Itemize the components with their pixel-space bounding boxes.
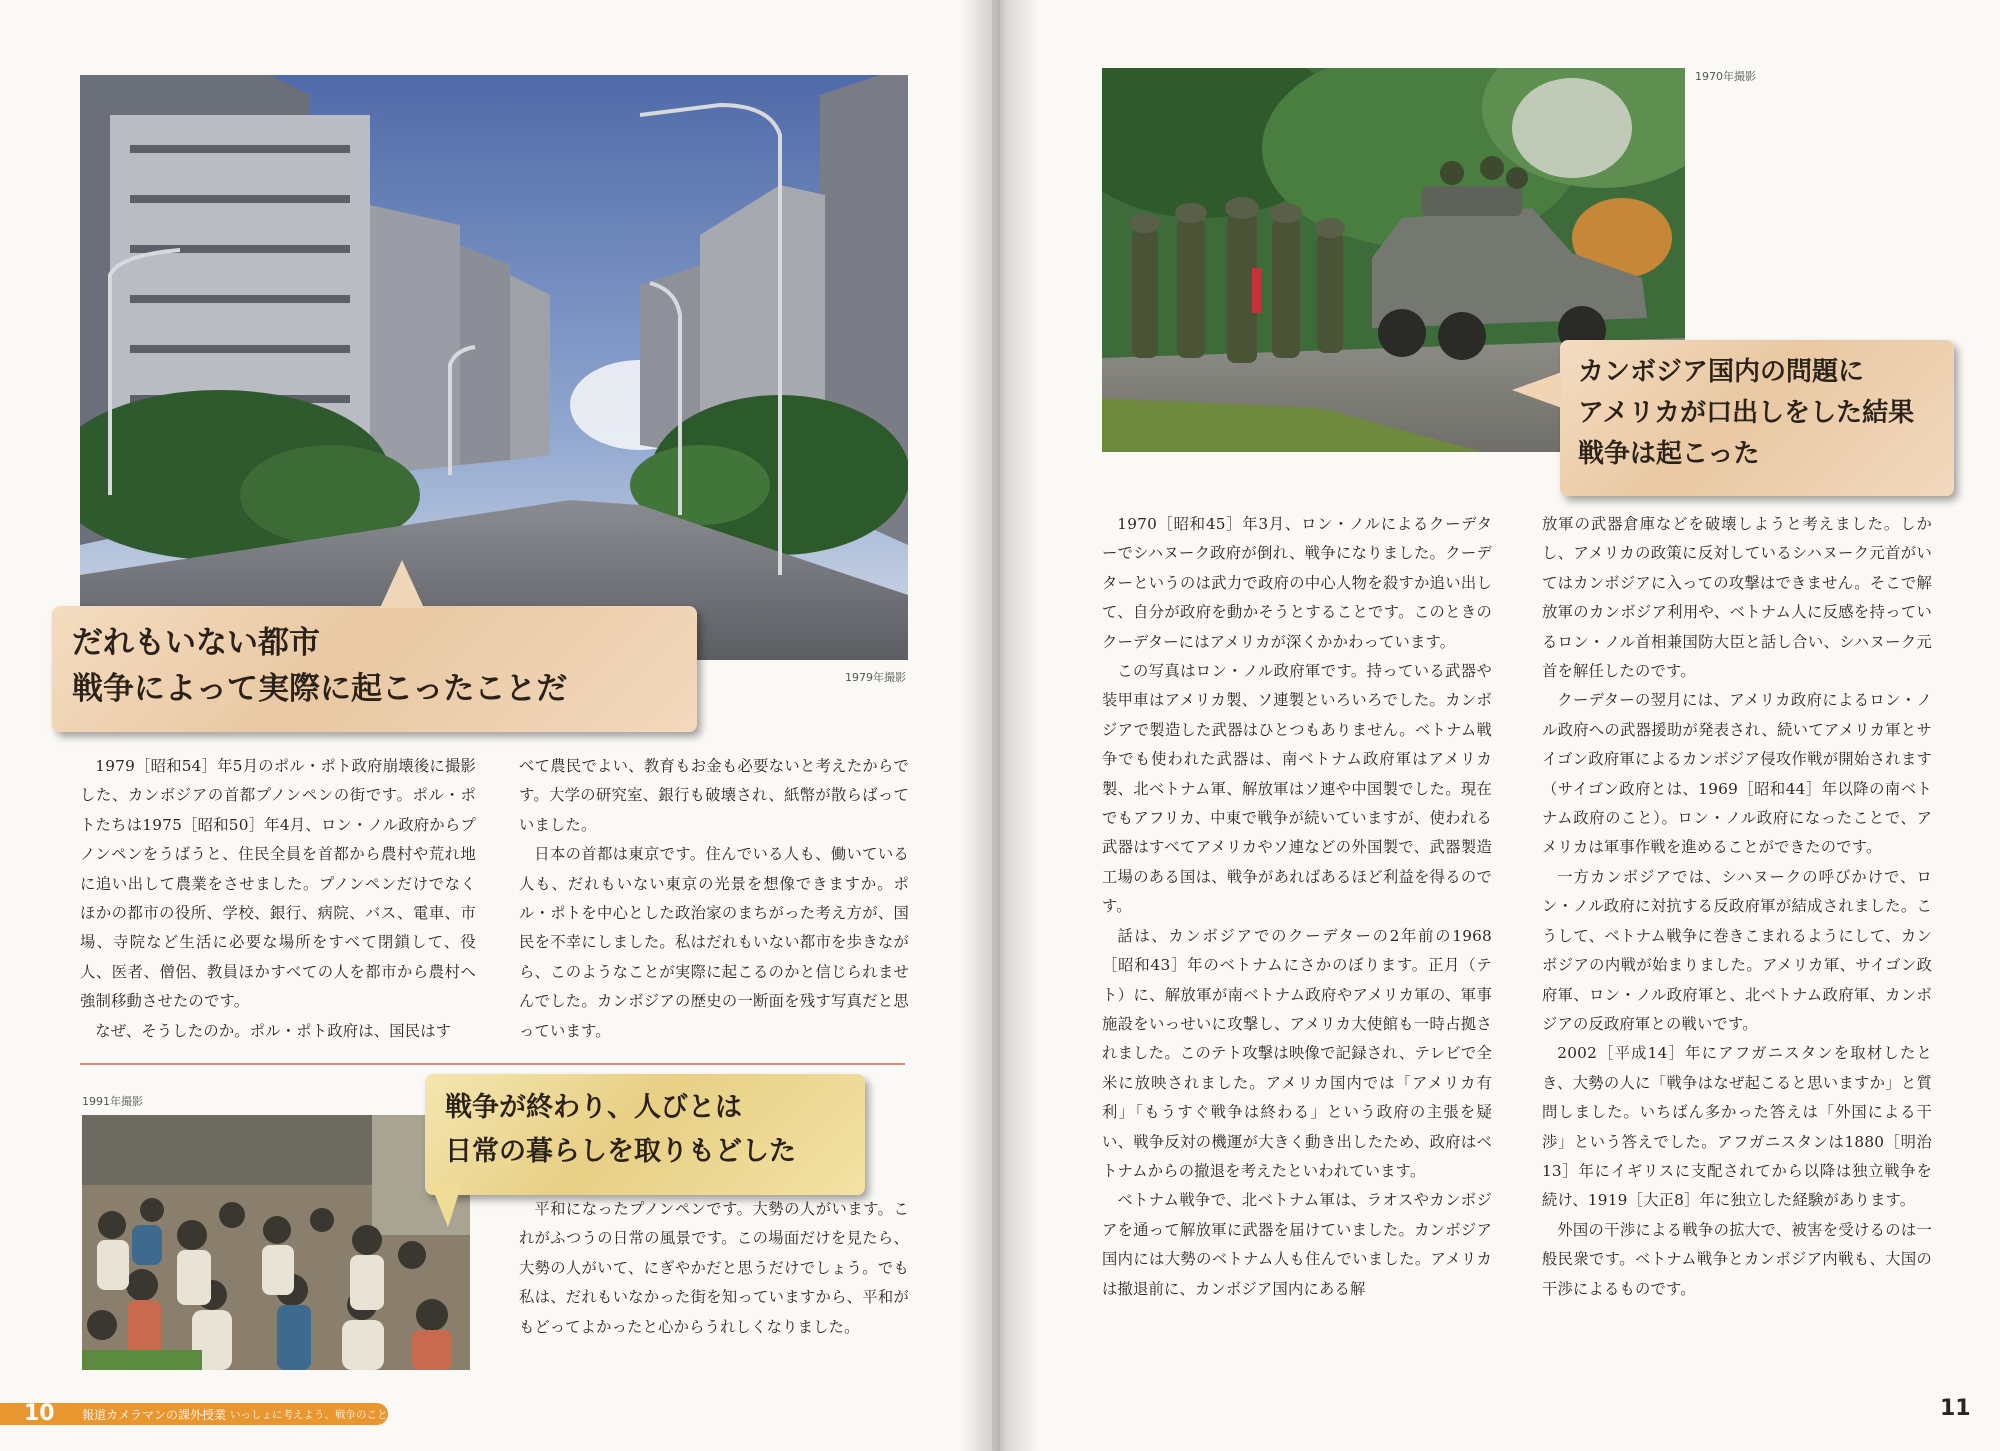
headline-line-1: 戦争が終わり、人びとは [445,1092,742,1123]
paragraph: 2002［平成14］年にアフガニスタンを取材したとき、大勢の人に「戦争はなぜ起こると思いますか」と質問しました。いちばん多かった答えは「外国による干渉」という答えでした。アフガニスタンは1880［明治13］年にイギリスに支配されてから以降は独立戦争を続け、1919［大正8］年に独立した経験があります。 [1542,1044,1932,1210]
page-number-11: 11 [1940,1396,1971,1421]
headline-line-3: 戦争は起こった [1578,439,1760,469]
paragraph: 話は、カンボジアでのクーデターの2年前の1968［昭和43］年のベトナムにさかのぼります。正月（テト）に、解放軍が南ベトナム政府やアメリカ軍の、軍事施設をいっせいに攻撃し、アメリカ大使館も一時占拠されました。このテト攻撃は映像で記録され、テレビで全米に放映されました。アメリカ国内では「アメリカ有利」「もうすぐ戦争は終わる」という政府の主張を疑い、戦争反対の機運が大きく動き出したため、政府はベトナムからの撤退を考えたといわれています。 [1102,926,1492,1180]
right-body-col1 [1102,510,1492,1304]
headline-line-2: アメリカが口出しをした結果 [1578,398,1915,428]
photo-market-caption: 1991年撮影 [82,1095,143,1108]
bubble-tail [380,560,424,608]
paragraph: 1970［昭和45］年3月、ロン・ノルによるクーデターでシハヌーク政府が倒れ、戦争になりました。クーデターというのは武力で政府の中心人物を殺すか追い出して、自分が政府を動かそうとすることです。このときのクーデターにはアメリカが深くかかわっています。 [1102,515,1492,651]
paragraph: 日本の首都は東京です。住んでいる人も、働いている人も、だれもいない東京の光景を想像できますか。ポル・ポトを中心とした政治家のまちがった考え方が、国民を不幸にしました。私はだれもいない都市を歩きながら、このようなことが実際に起こるのかと信じられませんでした。カンボジアの歴史の一断面を残す写真だと思っています。 [519,845,909,1040]
paragraph: 外国の干渉による戦争の拡大で、被害を受けるのは一般民衆です。ベトナム戦争とカンボジア内戦も、大国の干渉によるものです。 [1542,1220,1932,1298]
paragraph: この写真はロン・ノル政府軍です。持っている武器や装甲車はアメリカ製、ソ連製といろいろでした。カンボジアで製造した武器はひとつもありません。ベトナム戦争でも使われた武器は、南ベトナム政府軍はアメリカ製、北ベトナム軍、解放軍はソ連や中国製でした。現在でもアフリカ、中東で戦争が続いていますが、使われる武器はすべてアメリカやソ連などの外国製で、武器製造工場のある国は、戦争があればあるほど利益を得るのです。 [1102,662,1492,916]
section-divider [80,1063,905,1065]
paragraph: べて農民でよい、教育もお金も必要ないと考えたからです。大学の研究室、銀行も破壊され、紙幣が散らばっていました。 [519,757,909,834]
paragraph: 平和になったプノンペンです。大勢の人がいます。これがふつうの日常の風景です。この場面だけを見たら、大勢の人がいて、にぎやかだと思うだけでしょう。でも私は、だれもいなかった街を知っていますから、平和がもどってよかったと心からうれしくなりました。 [519,1200,909,1336]
headline-line-1: カンボジア国内の問題に [1578,357,1865,387]
footer-subtitle: いっしょに考えよう、戦争のこと [230,1409,388,1421]
photo-crowded-market [82,1115,470,1370]
paragraph: 1979［昭和54］年5月のポル・ポト政府崩壊後に撮影した、カンボジアの首都プノンペンの街です。ポル・ポトたちは1975［昭和50］年4月、ロン・ノル政府からプノンペンをうばうと、住民全員を首都から農村や荒れ地に追い出して農業をさせました。プノンペンだけでなくほかの都市の役所、学校、銀行、病院、バス、電車、市場、寺院など生活に必要な場所をすべて閉鎖して、役人、医者、僧侶、教員ほかすべての人を都市から農村へ強制移動させたのです。 [80,757,476,1011]
bubble-tail [430,1183,462,1227]
footer-tab [0,1403,388,1425]
headline-line-2: 戦争によって実際に起こったことだ [72,671,568,707]
page-number-10: 10 [24,1401,55,1426]
right-page [1000,0,2000,1451]
left-body-col2 [519,752,909,1046]
bubble-tail [1512,372,1562,408]
book-gutter-shadow [960,0,1040,1451]
headline-line-2: 日常の暮らしを取りもどした [445,1136,796,1167]
left-body-col1 [80,752,476,1046]
photo-soldiers-caption: 1970年撮影 [1695,70,1756,83]
right-body-col2 [1542,510,1932,1304]
left-page [0,0,992,1451]
headline-line-1: だれもいない都市 [72,625,320,661]
paragraph: なぜ、そうしたのか。ポル・ポト政府は、国民はす [95,1021,452,1040]
left-body-col3 [519,1195,909,1342]
paragraph: 一方カンボジアでは、シハヌークの呼びかけで、ロン・ノル政府に対抗する反政府軍が結成されました。こうして、ベトナム戦争に巻きこまれるようにして、カンボジアの内戦が始まりました。アメリカ軍、サイゴン政府軍、ロン・ノル政府軍と、北ベトナム政府軍、カンボジアの反政府軍との戦いです。 [1542,867,1932,1033]
headline-bubble-cause [1560,340,1954,496]
headline-bubble-empty-city [52,606,697,732]
paragraph: ベトナム戦争で、北ベトナム軍は、ラオスやカンボジアを通って解放軍に武器を届けていました。カンボジア国内には大勢のベトナム人も住んでいました。アメリカは撤退前に、カンボジア国内にある解 [1102,1191,1492,1298]
photo-empty-city-caption: 1979年撮影 [845,671,906,684]
photo-empty-city [80,75,908,660]
headline-bubble-market [425,1074,865,1195]
footer-book-title: 報道カメラマンの課外授業 [82,1408,227,1422]
paragraph: クーデターの翌月には、アメリカ政府によるロン・ノル政府への武器援助が発表され、続いてアメリカ軍とサイゴン政府軍によるカンボジア侵攻作戦が開始されます（サイゴン政府とは、1969［昭和44］年以降の南ベトナム政府のこと）。ロン・ノル政府になったことで、アメリカは軍事作戦を進めることができたのです。 [1542,691,1932,857]
paragraph: 放軍の武器倉庫などを破壊しようと考えました。しかし、アメリカの政策に反対しているシハヌーク元首がいてはカンボジアに入っての攻撃はできません。そこで解放軍のカンボジア利用や、ベトナム人に反感を持っているロン・ノル首相兼国防大臣と話し合い、シハヌーク元首を解任したのです。 [1542,515,1932,681]
